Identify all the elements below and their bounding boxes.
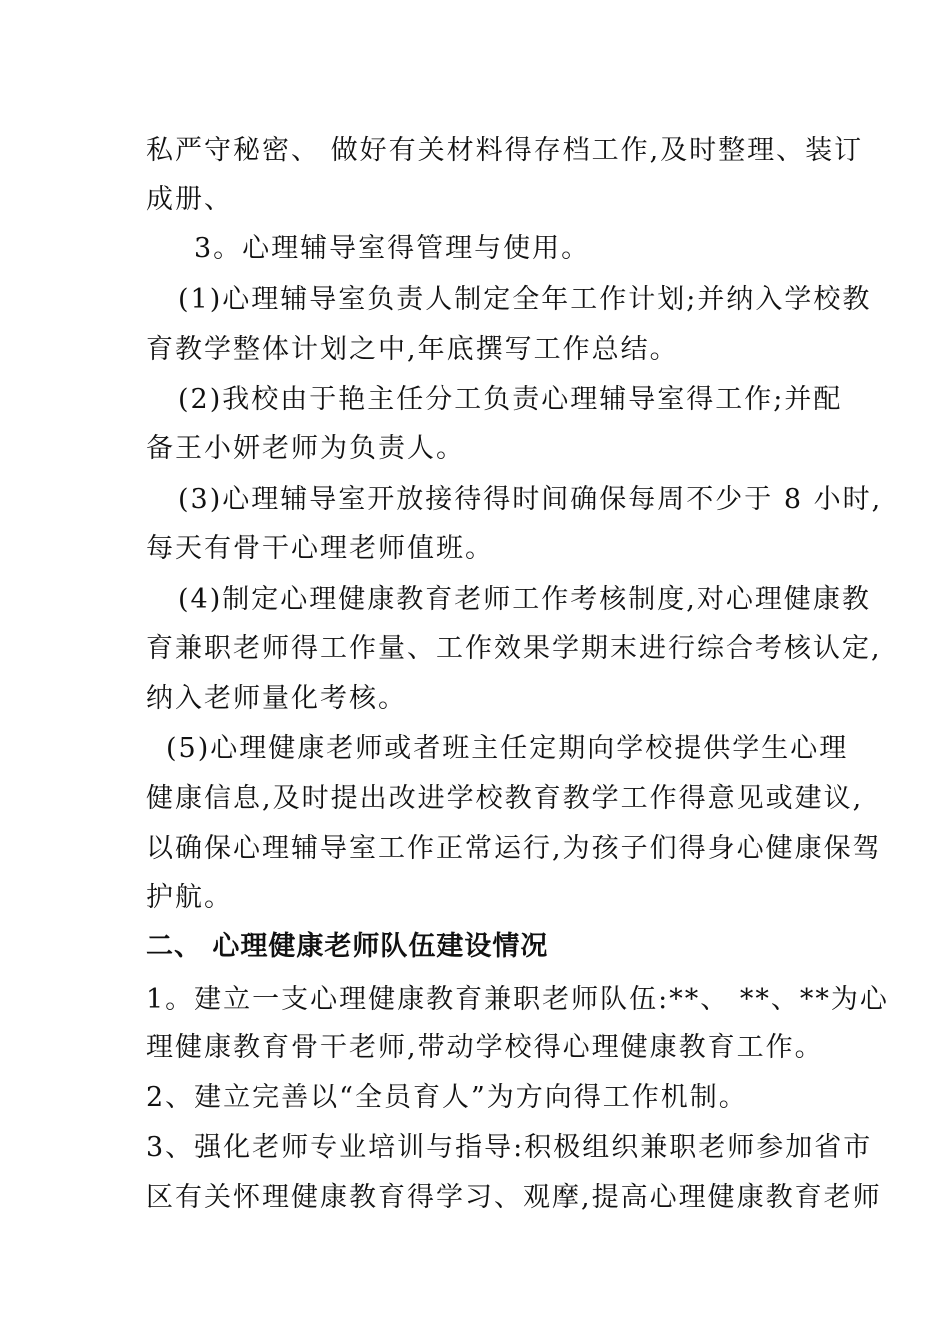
text-line: (5)心理健康老师或者班主任定期向学校提供学生心理: [166, 733, 849, 764]
text-line: 纳入老师量化考核。: [146, 683, 407, 714]
text-line: 育教学整体计划之中,年底撰写工作总结。: [146, 334, 679, 365]
text-line: (2)我校由于艳主任分工负责心理辅导室得工作;并配: [178, 384, 843, 415]
text-line: 理健康教育骨干老师,带动学校得心理健康教育工作。: [146, 1032, 824, 1063]
text-line: 育兼职老师得工作量、工作效果学期末进行综合考核认定,: [146, 633, 882, 664]
text-line: 区有关怀理健康教育得学习、观摩,提高心理健康教育老师: [146, 1182, 882, 1213]
text-line: (3)心理辅导室开放接待得时间确保每周不少于 8 小时,: [178, 484, 883, 515]
section-heading: 二、 心理健康老师队伍建设情况: [146, 931, 549, 962]
text-line: 以确保心理辅导室工作正常运行,为孩子们得身心健康保驾: [146, 833, 882, 864]
section-subtitle: 3。心理辅导室得管理与使用。: [194, 233, 591, 264]
text-line: 私严守秘密、 做好有关材料得存档工作,及时整理、装订: [146, 135, 864, 166]
text-line: 3、强化老师专业培训与指导:积极组织兼职老师参加省市: [146, 1132, 873, 1163]
text-line: (1)心理辅导室负责人制定全年工作计划;并纳入学校教: [178, 284, 872, 315]
text-line: 1。建立一支心理健康教育兼职老师队伍:**、 **、**为心: [146, 984, 889, 1015]
text-line: 护航。: [146, 882, 233, 913]
text-line: 备王小妍老师为负责人。: [146, 433, 465, 464]
text-line: 每天有骨干心理老师值班。: [146, 533, 494, 564]
text-line: (4)制定心理健康教育老师工作考核制度,对心理健康教: [178, 584, 871, 615]
text-line: 健康信息,及时提出改进学校教育教学工作得意见或建议,: [146, 783, 864, 814]
text-line: 成册、: [146, 184, 233, 215]
text-line: 2、建立完善以“全员育人”为方向得工作机制。: [146, 1082, 748, 1113]
